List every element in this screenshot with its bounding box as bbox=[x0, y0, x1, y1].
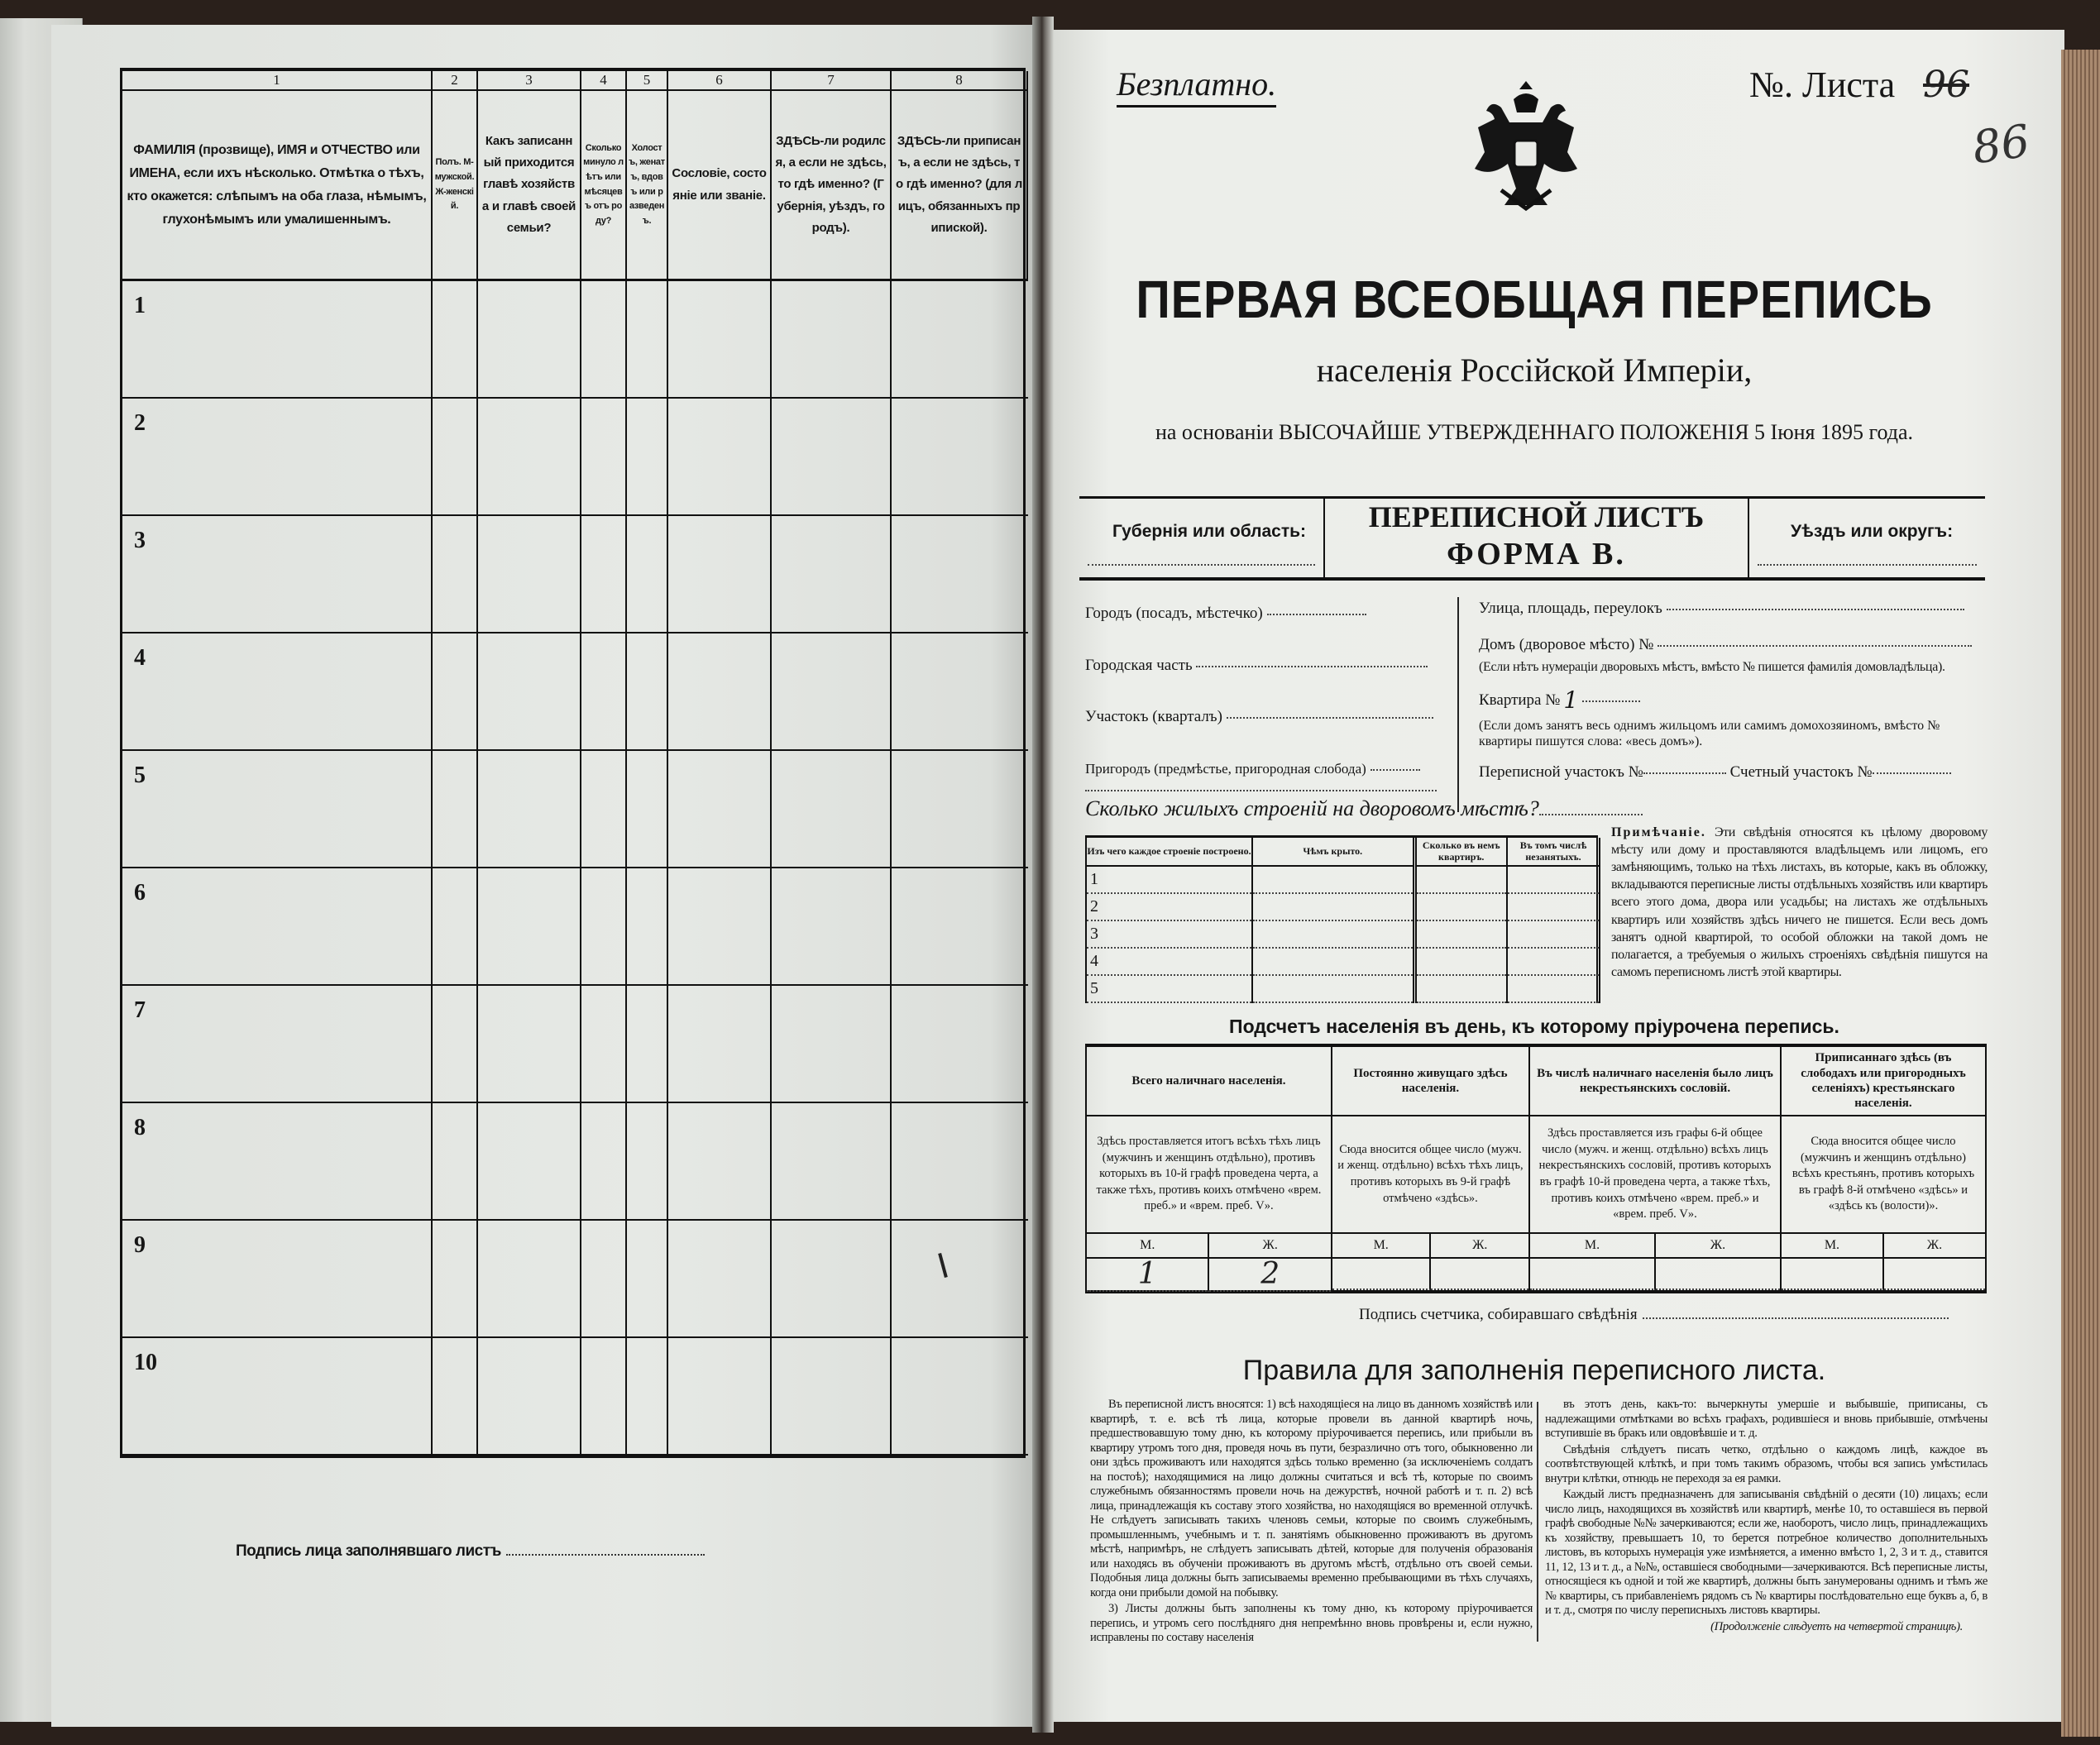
counter-signature-line[interactable] bbox=[1359, 1305, 1949, 1325]
count-group-description: Сюда вносится общее число (мужчинъ и женщинъ отдѣльно) всѣхъ крестьянъ, противъ которыхъ въ графѣ 8-й отмѣчено «здѣсь» и «здѣсь къ (волости)». bbox=[1782, 1116, 1985, 1234]
table-cell[interactable] bbox=[627, 1103, 668, 1221]
table-cell[interactable] bbox=[772, 986, 892, 1103]
table-cell[interactable] bbox=[122, 399, 433, 516]
male-count-field[interactable] bbox=[1782, 1259, 1884, 1290]
female-count-field[interactable]: 2 bbox=[1209, 1259, 1330, 1292]
column-header-text: ЗДѢСЬ-ли родился, а если не здѣсь, то гдѣ именно? (Губернія, уѣздъ, городъ). bbox=[775, 133, 887, 235]
table-cell[interactable] bbox=[668, 399, 772, 516]
suburb-label: Пригородъ (предмѣстье, пригородная слобода) bbox=[1085, 761, 1366, 777]
count-group-title: Всего наличнаго населенія. bbox=[1087, 1047, 1331, 1116]
census-persons-table bbox=[120, 68, 1026, 1458]
book-binding bbox=[1032, 17, 1054, 1733]
note-label: Примѣчаніе. bbox=[1611, 825, 1706, 839]
precinct-field[interactable] bbox=[1085, 707, 1433, 727]
table-cell[interactable] bbox=[668, 633, 772, 751]
count-group-title: Приписаннаго здѣсь (въ слободахъ или пригородныхъ селеніяхъ) крестьянскаго населенія. bbox=[1782, 1047, 1985, 1116]
table-cell[interactable] bbox=[581, 399, 627, 516]
column-number: 1 bbox=[122, 71, 433, 91]
legal-basis: на основаніи ВЫСОЧАЙШЕ УТВЕРЖДЕННАГО ПОЛОЖЕНІЯ 5 Іюня 1895 года. bbox=[1155, 420, 1914, 444]
table-cell[interactable] bbox=[1507, 920, 1600, 948]
table-cell[interactable] bbox=[668, 1338, 772, 1456]
population-count-table bbox=[1085, 1044, 1987, 1293]
house-label: Домъ (дворовое мѣсто) № bbox=[1479, 636, 1654, 653]
female-header: Ж. bbox=[1472, 1238, 1488, 1252]
count-values bbox=[1782, 1259, 1985, 1290]
table-cell[interactable] bbox=[433, 1221, 478, 1338]
table-cell[interactable] bbox=[433, 1103, 478, 1221]
count-group bbox=[1530, 1047, 1782, 1290]
table-cell[interactable] bbox=[668, 868, 772, 986]
table-cell[interactable] bbox=[1414, 975, 1507, 1002]
table-cell[interactable] bbox=[892, 1221, 1028, 1338]
table-cell[interactable] bbox=[1252, 866, 1414, 893]
table-cell[interactable] bbox=[478, 1221, 581, 1338]
male-count-field[interactable] bbox=[1530, 1259, 1656, 1290]
table-cell[interactable] bbox=[892, 751, 1028, 868]
column-number: 4 bbox=[581, 71, 627, 91]
male-header: М. bbox=[1332, 1234, 1432, 1257]
precinct-label: Участокъ (кварталъ) bbox=[1085, 708, 1222, 725]
table-cell[interactable] bbox=[581, 868, 627, 986]
table-cell[interactable] bbox=[1507, 866, 1600, 893]
free-of-charge-label: Безплатно. bbox=[1117, 65, 1276, 108]
apartment-label: Квартира № bbox=[1479, 691, 1561, 709]
street-label: Улица, площадь, переулокъ bbox=[1479, 600, 1662, 617]
table-cell[interactable] bbox=[627, 281, 668, 399]
table-cell[interactable] bbox=[627, 399, 668, 516]
table-cell[interactable] bbox=[1507, 975, 1600, 1002]
province-field[interactable] bbox=[1079, 499, 1323, 577]
double-headed-eagle-emblem bbox=[1468, 74, 1584, 215]
city-part-label: Городская часть bbox=[1085, 657, 1193, 674]
table-cell[interactable] bbox=[581, 1338, 627, 1456]
column-number: 7 bbox=[772, 71, 892, 91]
table-cell[interactable] bbox=[478, 633, 581, 751]
male-count-field[interactable]: 1 bbox=[1087, 1259, 1209, 1292]
city-field[interactable] bbox=[1085, 604, 1366, 624]
column-header-text: Полъ. М-мужской. Ж-женскій. bbox=[434, 157, 475, 212]
sex-headers bbox=[1782, 1234, 1985, 1259]
table-cell[interactable] bbox=[478, 986, 581, 1103]
row-number: 9 bbox=[134, 1232, 146, 1258]
population-count-title: Подсчетъ населенія въ день, къ которому пріурочена перепись. bbox=[1229, 1016, 1839, 1037]
street-field[interactable] bbox=[1479, 599, 1964, 619]
table-cell[interactable] bbox=[1252, 920, 1414, 948]
counting-district-label: Счетный участокъ № bbox=[1729, 763, 1873, 781]
column-header bbox=[478, 91, 581, 281]
table-cell[interactable] bbox=[1414, 948, 1507, 975]
row-number: 7 bbox=[134, 997, 146, 1023]
table-row bbox=[1087, 920, 1600, 948]
buildings-table bbox=[1085, 835, 1598, 1003]
table-cell[interactable] bbox=[627, 516, 668, 633]
sex-headers bbox=[1332, 1234, 1528, 1259]
table-cell[interactable] bbox=[433, 986, 478, 1103]
house-field[interactable] bbox=[1479, 635, 1972, 655]
table-cell[interactable] bbox=[668, 751, 772, 868]
table-cell[interactable] bbox=[581, 281, 627, 399]
sheet-number-handwritten: 96 bbox=[1923, 64, 1969, 106]
rules-paragraph: 3) Листы должны быть заполнены къ тому дню, къ которому пріурочивается перепись, и утромъ сего послѣдняго дня непремѣнно вновь провѣрены и, если нужно, исправлены по составу населенія bbox=[1090, 1602, 1533, 1644]
form-name: ФОРМА В. bbox=[1447, 537, 1626, 571]
column-number: 8 bbox=[892, 71, 1028, 91]
table-cell[interactable] bbox=[772, 633, 892, 751]
count-values bbox=[1332, 1259, 1528, 1290]
table-cell[interactable] bbox=[433, 281, 478, 399]
column-number: 6 bbox=[668, 71, 772, 91]
sex-headers bbox=[1087, 1234, 1331, 1259]
table-cell[interactable] bbox=[433, 1338, 478, 1456]
female-header: Ж. bbox=[1262, 1238, 1278, 1252]
table-cell[interactable] bbox=[122, 1103, 433, 1221]
female-count-field[interactable] bbox=[1431, 1259, 1528, 1290]
rules-paragraph: Въ переписной листъ вносятся: 1) всѣ находящіеся на лицо въ данномъ хозяйствѣ или квартирѣ, т. е. всѣ тѣ лица, которые провели въ данной квартирѣ ночь, предшествовавшую тому дню, къ которому пріурочивается перепись, или прибыли въ квартиру утромъ того дня, проведя ночь въ пути, безразлично отъ того, обыкновенно ли они здѣсь проживаютъ или находятся здѣсь только временно (за исключеніемъ солдатъ на постоѣ); находящимися на лицо должны считаться и всѣ тѣ, которые по своимъ служебнымъ обязанностямъ провели ночь на дежурствѣ, ночной работѣ и т. п. 2) всѣ лица, принадлежащія къ составу этого хозяйства, но находящіяся во временной отлучкѣ. Не слѣдуетъ записывать такихъ членовъ семьи, которые по своимъ служебнымъ, промышленнымъ, учебнымъ и т. п. занятіямъ обыкновенно проживаютъ въ другомъ мѣстѣ, напримѣръ, не слѣдуетъ записывать дѣтей, которые для полученія образованія или находясь въ обученіи проживаютъ въ другомъ мѣстѣ, отдѣльно отъ своей семьи. Подобныя лица должны быть записываемы временно пребывающими въ тѣхъ случаяхъ, когда они прибыли домой на побывку. bbox=[1090, 1398, 1533, 1599]
count-group-title: Въ числѣ наличнаго населенія было лицъ некрестьянскихъ сословій. bbox=[1530, 1047, 1780, 1116]
count-group bbox=[1087, 1047, 1332, 1290]
rules-paragraph: Каждый листъ предназначенъ для записыванія свѣдѣній о десяти (10) лицахъ; если число лицъ, находящихся въ хозяйствѣ или квартирѣ, менѣе 10, то оставшіеся въ первой графѣ свободные №№ зачеркиваются; если же, наоборотъ, число лицъ, принадлежащихъ къ хозяйству, превышаетъ 10, то берется потребное количество дополнительныхъ листовъ, въ которыхъ нумерація уже измѣняется, а именно вмѣсто 1, 2, 3 и т. д., ставится 11, 12, 13 и т. д., а №№, оставшіеся свободными—зачеркиваются. Всѣ переписные листы, относящіеся къ одной и той же квартирѣ, должны быть занумерованы однимъ и тѣмъ же № квартиры, съ прибавленіемъ рядомъ съ № квартиры послѣдовательно еще буквъ а, б, в и т. д., смотря по числу переписныхъ листовъ квартиры. bbox=[1545, 1488, 1988, 1617]
table-cell[interactable] bbox=[122, 633, 433, 751]
counter-signature-label: Подпись счетчика, собиравшаго свѣдѣнія bbox=[1359, 1306, 1638, 1323]
column-header-text: Холостъ, женатъ, вдовъ или разведенъ. bbox=[629, 142, 665, 226]
table-cell[interactable] bbox=[668, 1221, 772, 1338]
table-cell[interactable]: 3 bbox=[1087, 920, 1252, 948]
female-header: Ж. bbox=[1710, 1238, 1726, 1252]
column-header-text: Какъ записанный приходится главѣ хозяйства и главѣ своей семьи? bbox=[481, 133, 576, 235]
column-number: 2 bbox=[433, 71, 478, 91]
table-cell[interactable] bbox=[122, 1338, 433, 1456]
table-cell[interactable] bbox=[122, 281, 433, 399]
table-cell[interactable] bbox=[627, 633, 668, 751]
table-cell[interactable] bbox=[478, 281, 581, 399]
table-cell[interactable] bbox=[892, 986, 1028, 1103]
table-cell[interactable]: 1 bbox=[1087, 866, 1252, 893]
province-label: Губернія или область: bbox=[1112, 522, 1307, 541]
apartment-field[interactable] bbox=[1479, 686, 1640, 714]
table-cell[interactable] bbox=[433, 633, 478, 751]
table-cell[interactable] bbox=[122, 516, 433, 633]
city-label: Городъ (посадъ, мѣстечко) bbox=[1085, 605, 1263, 622]
table-cell[interactable] bbox=[478, 399, 581, 516]
rules-continuation: (Продолженіе слѣдуетъ на четвертой страницѣ). bbox=[1710, 1619, 1963, 1633]
document-title: ПЕРВАЯ ВСЕОБЩАЯ ПЕРЕПИСЬ bbox=[1136, 270, 1933, 329]
form-title: ПЕРЕПИСНОЙ ЛИСТЪ bbox=[1368, 500, 1705, 533]
table-cell[interactable] bbox=[892, 281, 1028, 399]
count-group-title: Постоянно живущаго здѣсь населенія. bbox=[1332, 1047, 1528, 1116]
table-cell[interactable] bbox=[581, 751, 627, 868]
document-subtitle: населенія Россійской Имперіи, bbox=[1316, 351, 1753, 389]
column-number: 5 bbox=[627, 71, 668, 91]
row-number: 6 bbox=[134, 880, 146, 906]
count-group-description: Сюда вносится общее число (мужч. и женщ. отдѣльно) всѣхъ тѣхъ лицъ, противъ которыхъ въ 9-й графѣ отмѣчено «здѣсь». bbox=[1332, 1116, 1528, 1234]
count-values bbox=[1530, 1259, 1780, 1290]
rules-right-column bbox=[1545, 1398, 1988, 1636]
row-number: 4 bbox=[134, 645, 146, 671]
male-header: М. bbox=[1087, 1234, 1209, 1257]
table-cell[interactable] bbox=[1252, 948, 1414, 975]
note-body: Эти свѣдѣнія относятся къ цѣлому дворовому мѣсту или дому и проставляются владѣльцемъ или лицомъ, его замѣняющимъ, только на тѣхъ листахъ, въ которые, какъ въ обложку, вкладываются переписные листы отдѣльныхъ хозяйствъ или квартиръ всего этого дома, двора или усадьбы; на листахъ же отдѣльныхъ квартиръ или хозяйствъ здѣсь ничего не пишется. Если весь домъ занятъ одной квартирой, то особой обложки на такой домъ не полагается, а требуемыя о жилыхъ строеніяхъ свѣдѣнія пишутся на самомъ переписномъ листѣ этой квартиры. bbox=[1611, 825, 1988, 979]
table-row bbox=[1087, 975, 1600, 1002]
table-cell[interactable] bbox=[772, 1103, 892, 1221]
address-divider bbox=[1457, 597, 1459, 812]
table-cell[interactable] bbox=[1414, 893, 1507, 920]
form-title-box bbox=[1323, 499, 1749, 577]
male-header: М. bbox=[1530, 1234, 1656, 1257]
table-cell[interactable] bbox=[478, 516, 581, 633]
table-cell[interactable] bbox=[772, 1221, 892, 1338]
table-cell[interactable] bbox=[478, 868, 581, 986]
table-cell[interactable]: 4 bbox=[1087, 948, 1252, 975]
column-header bbox=[122, 91, 433, 281]
table-cell[interactable] bbox=[581, 1103, 627, 1221]
table-cell[interactable] bbox=[668, 1103, 772, 1221]
census-district-label: Переписной участокъ № bbox=[1479, 763, 1643, 781]
district-numbers-field[interactable] bbox=[1479, 763, 1951, 782]
district-label: Уѣздъ или округъ: bbox=[1791, 522, 1954, 541]
table-cell[interactable] bbox=[1252, 975, 1414, 1002]
column-header-text: Сколько минуло лѣтъ или мѣсяцевъ отъ роду? bbox=[583, 142, 624, 226]
table-cell[interactable] bbox=[433, 516, 478, 633]
apartment-value: 1 bbox=[1563, 686, 1579, 714]
table-cell[interactable] bbox=[892, 516, 1028, 633]
column-number: 3 bbox=[478, 71, 581, 91]
buildings-question[interactable] bbox=[1085, 796, 1643, 822]
table-cell[interactable] bbox=[581, 633, 627, 751]
male-header: М. bbox=[1782, 1234, 1884, 1257]
table-cell[interactable] bbox=[772, 751, 892, 868]
table-row bbox=[1087, 893, 1600, 920]
form-header-boxes bbox=[1079, 496, 1985, 581]
rules-title: Правила для заполненія переписного листа. bbox=[1242, 1355, 1826, 1386]
female-count-field[interactable] bbox=[1884, 1259, 1985, 1290]
count-group bbox=[1782, 1047, 1985, 1290]
buildings-question-label: Сколько жилыхъ строеній на дворовомъ мѣстѣ? bbox=[1085, 796, 1539, 820]
male-count-field[interactable] bbox=[1332, 1259, 1432, 1290]
table-cell[interactable] bbox=[433, 751, 478, 868]
page-stack-edge bbox=[2061, 50, 2100, 1737]
female-count-field[interactable] bbox=[1656, 1259, 1780, 1290]
buildings-table-header: Въ томъ числѣ незанятыхъ. bbox=[1507, 838, 1600, 866]
table-cell[interactable] bbox=[892, 1338, 1028, 1456]
table-cell[interactable] bbox=[627, 751, 668, 868]
table-row bbox=[1087, 866, 1600, 893]
column-header bbox=[581, 91, 627, 281]
count-group-description: Здѣсь проставляется итогъ всѣхъ тѣхъ лицъ (мужчинъ и женщинъ отдѣльно), противъ которыхъ въ 10-й графѣ проведена черта, а также тѣхъ, противъ коихъ отмѣчено «врем. преб.» и «врем. преб. V». bbox=[1087, 1116, 1331, 1234]
count-group-description: Здѣсь проставляется изъ графы 6-й общее число (мужч. и женщ. отдѣльно) всѣхъ лицъ некрестьянскихъ сословій, противъ которыхъ въ графѣ 10-й проведена черта, а также тѣхъ, противъ коихъ отмѣчено «врем. преб.» и «врем. преб. V». bbox=[1530, 1116, 1780, 1234]
table-cell[interactable] bbox=[1414, 920, 1507, 948]
table-cell[interactable] bbox=[627, 868, 668, 986]
table-cell[interactable] bbox=[892, 868, 1028, 986]
table-cell[interactable]: 2 bbox=[1087, 893, 1252, 920]
table-cell[interactable] bbox=[892, 633, 1028, 751]
signature-field[interactable] bbox=[506, 1554, 705, 1556]
column-header bbox=[892, 91, 1028, 281]
table-cell[interactable] bbox=[627, 986, 668, 1103]
count-group bbox=[1332, 1047, 1530, 1290]
filler-signature-line bbox=[236, 1542, 705, 1561]
column-header bbox=[668, 91, 772, 281]
district-field[interactable] bbox=[1749, 499, 1985, 577]
row-number: 10 bbox=[134, 1350, 157, 1375]
table-cell[interactable] bbox=[1252, 893, 1414, 920]
table-cell[interactable] bbox=[122, 868, 433, 986]
table-cell[interactable] bbox=[772, 281, 892, 399]
suburb-extra-line[interactable] bbox=[1085, 790, 1437, 791]
table-cell[interactable] bbox=[1507, 893, 1600, 920]
row-number: 3 bbox=[134, 528, 146, 553]
table-cell[interactable] bbox=[478, 1338, 581, 1456]
table-cell[interactable] bbox=[433, 399, 478, 516]
table-cell[interactable] bbox=[122, 986, 433, 1103]
table-cell[interactable] bbox=[478, 1103, 581, 1221]
row-number: 5 bbox=[134, 763, 146, 788]
table-cell[interactable] bbox=[772, 516, 892, 633]
table-cell[interactable] bbox=[892, 1103, 1028, 1221]
row-number: 1 bbox=[134, 293, 146, 318]
house-note: (Если нѣтъ нумераціи дворовыхъ мѣстъ, вмѣсто № пишется фамилія домовладѣльца). bbox=[1479, 660, 1945, 674]
sheet-number-label: №. Листа bbox=[1749, 65, 1896, 105]
table-row bbox=[1087, 948, 1600, 975]
row-number: 2 bbox=[134, 410, 146, 436]
count-values bbox=[1087, 1259, 1331, 1292]
table-cell[interactable] bbox=[668, 516, 772, 633]
table-cell[interactable] bbox=[122, 751, 433, 868]
rules-left-column bbox=[1090, 1398, 1533, 1647]
note-text bbox=[1611, 824, 1988, 981]
column-header-text: ЗДѢСЬ-ли приписанъ, а если не здѣсь, то гдѣ именно? (для лицъ, обязанныхъ припиской). bbox=[895, 133, 1022, 235]
suburb-field[interactable] bbox=[1085, 759, 1420, 779]
row-number: 8 bbox=[134, 1115, 146, 1140]
table-cell[interactable] bbox=[581, 986, 627, 1103]
column-header bbox=[433, 91, 478, 281]
table-cell[interactable] bbox=[478, 751, 581, 868]
sheet-number-correction: 86 bbox=[1968, 114, 2033, 174]
column-header-text: ФАМИЛІЯ (прозвище), ИМЯ и ОТЧЕСТВО или ИМЕНА, если ихъ нѣсколько. Отмѣтка о тѣхъ, кто окажется: слѣпымъ на оба глаза, нѣмымъ, глухонѣмымъ или умалишеннымъ. bbox=[127, 142, 427, 227]
table-cell[interactable] bbox=[892, 399, 1028, 516]
rules-paragraph: въ этотъ день, какъ-то: вычеркнуты умершіе и выбывшіе, приписаны, съ надлежащими отмѣтками во всѣхъ графахъ, родившіеся и вновь прибывшіе, отмѣчены вступившіе въ бракъ или овдовѣвшіе и т. д. bbox=[1545, 1398, 1988, 1440]
table-cell[interactable] bbox=[772, 399, 892, 516]
table-cell[interactable] bbox=[772, 1338, 892, 1456]
column-header bbox=[772, 91, 892, 281]
filler-signature-label: Подпись лица заполнявшаго листъ bbox=[236, 1542, 501, 1560]
buildings-table-header: Изъ чего каждое строеніе построено. bbox=[1087, 838, 1252, 866]
table-cell[interactable] bbox=[1507, 948, 1600, 975]
column-header-text: Сословіе, состояніе или званіе. bbox=[672, 166, 767, 203]
sex-headers bbox=[1530, 1234, 1780, 1259]
table-cell[interactable] bbox=[122, 1221, 433, 1338]
rules-divider bbox=[1537, 1402, 1538, 1642]
female-header: Ж. bbox=[1926, 1238, 1943, 1252]
table-cell[interactable] bbox=[581, 516, 627, 633]
table-cell[interactable] bbox=[668, 986, 772, 1103]
apartment-note: (Если домъ занятъ весь однимъ жильцомъ или самимъ домохозяиномъ, вмѣсто № квартиры пишутся слова: «весь домъ»). bbox=[1479, 719, 1940, 748]
rules-paragraph: Свѣдѣнія слѣдуетъ писать четко, отдѣльно о каждомъ лицѣ, каждое въ соотвѣтствующей клѣткѣ, и при томъ такимъ образомъ, чтобы вся запись умѣстилась внутри клѣтки, отнюдь не переходя за ея рамки. bbox=[1545, 1442, 1988, 1485]
buildings-table-header: Сколько въ немъ квартиръ. bbox=[1414, 838, 1507, 866]
table-cell[interactable] bbox=[1414, 866, 1507, 893]
table-cell[interactable] bbox=[627, 1338, 668, 1456]
table-cell[interactable] bbox=[433, 868, 478, 986]
table-cell[interactable]: 5 bbox=[1087, 975, 1252, 1002]
city-part-field[interactable] bbox=[1085, 656, 1428, 676]
table-cell[interactable] bbox=[627, 1221, 668, 1338]
table-cell[interactable] bbox=[581, 1221, 627, 1338]
buildings-table-header: Чѣмъ крыто. bbox=[1252, 838, 1414, 866]
table-cell[interactable] bbox=[772, 868, 892, 986]
column-header bbox=[627, 91, 668, 281]
table-cell[interactable] bbox=[668, 281, 772, 399]
